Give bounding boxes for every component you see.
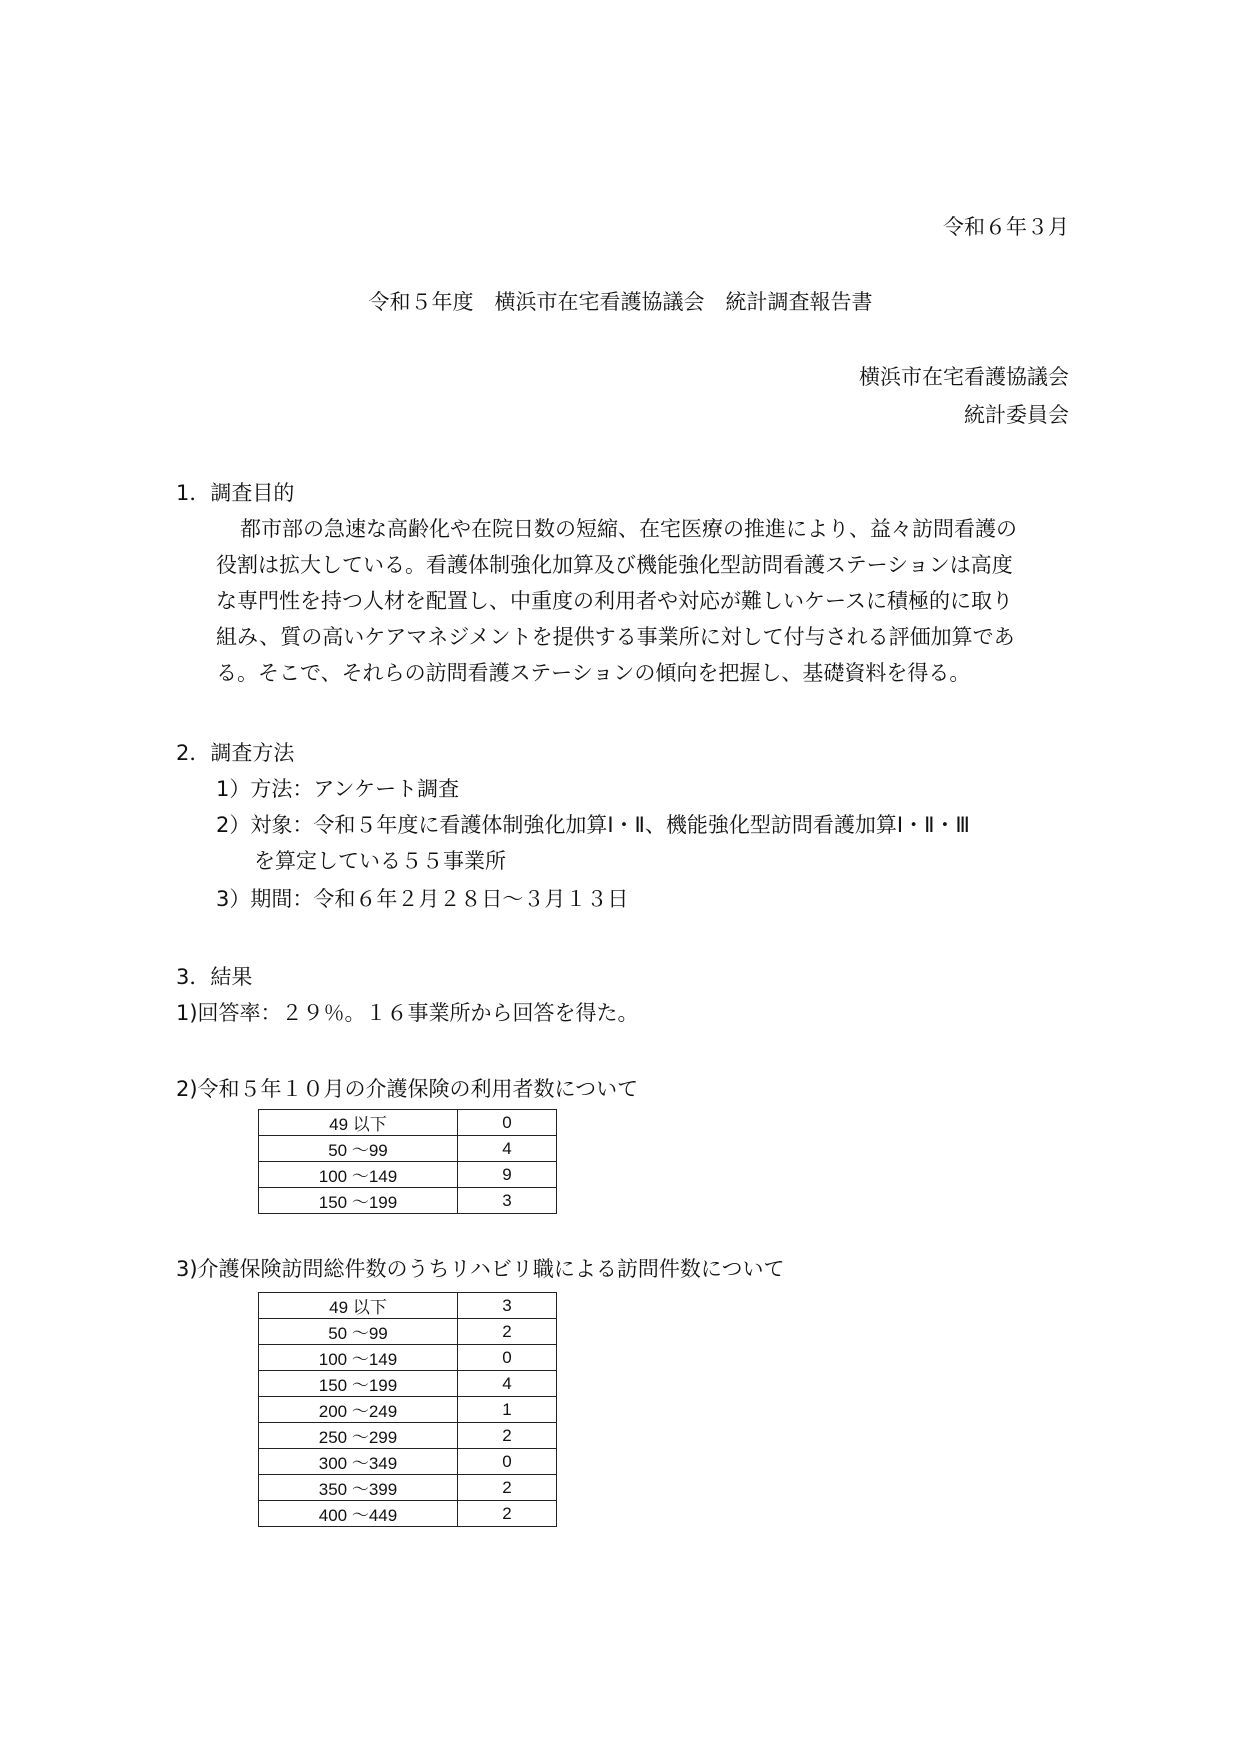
count-cell: 4 [458, 1371, 557, 1397]
table1-caption: 2)令和５年１０月の介護保険の利用者数について [176, 1077, 639, 1101]
range-cell: 150 ～199 [259, 1371, 458, 1397]
section1-line: る。そこで、それらの訪問看護ステーションの傾向を把握し、基礎資料を得る。 [216, 661, 971, 685]
range-cell: 49 以下 [259, 1110, 458, 1136]
count-cell: 0 [458, 1449, 557, 1475]
method-item: 1）方法：アンケート調査 [216, 777, 460, 801]
count-cell: 4 [458, 1136, 557, 1162]
response-rate: 1)回答率：２９％。１６事業所から回答を得た。 [176, 1001, 639, 1025]
range-cell: 250 ～299 [259, 1423, 458, 1449]
count-cell: 0 [458, 1110, 557, 1136]
table-row [259, 1136, 557, 1162]
table-row [259, 1188, 557, 1214]
section2-heading: 2．調査方法 [176, 741, 295, 765]
table-row [259, 1110, 557, 1136]
rehab-visits-table [258, 1292, 557, 1527]
table-row [259, 1345, 557, 1371]
range-cell: 100 ～149 [259, 1162, 458, 1188]
report-title: 令和５年度 横浜市在宅看護協議会 統計調査報告書 [368, 290, 873, 314]
count-cell: 3 [458, 1188, 557, 1214]
count-cell: 2 [458, 1475, 557, 1501]
table-row [259, 1423, 557, 1449]
count-cell: 3 [458, 1293, 557, 1319]
target-item: 2）対象：令和５年度に看護体制強化加算Ⅰ・Ⅱ、機能強化型訪問看護加算Ⅰ・Ⅱ・Ⅲ [216, 813, 970, 837]
table-row [259, 1162, 557, 1188]
table-row [259, 1293, 557, 1319]
period-item: 3）期間：令和６年２月２８日～３月１３日 [216, 887, 629, 911]
section1-line: 役割は拡大している。看護体制強化加算及び機能強化型訪問看護ステーションは高度 [216, 553, 1013, 577]
count-cell: 2 [458, 1501, 557, 1527]
table-row [259, 1475, 557, 1501]
count-cell: 2 [458, 1319, 557, 1345]
table-row [259, 1501, 557, 1527]
committee-name: 統計委員会 [964, 403, 1069, 427]
section1-line: 組み、質の高いケアマネジメントを提供する事業所に対して付与される評価加算であ [216, 625, 1015, 649]
section1-line: 都市部の急速な高齢化や在院日数の短縮、在宅医療の推進により、益々訪問看護の [240, 517, 1017, 541]
section1-heading: 1．調査目的 [176, 481, 295, 505]
count-cell: 1 [458, 1397, 557, 1423]
range-cell: 49 以下 [259, 1293, 458, 1319]
range-cell: 50 ～99 [259, 1136, 458, 1162]
table-row [259, 1319, 557, 1345]
count-cell: 0 [458, 1345, 557, 1371]
count-cell: 9 [458, 1162, 557, 1188]
table-row [259, 1397, 557, 1423]
target-item-continued: を算定している５５事業所 [254, 849, 506, 873]
range-cell: 350 ～399 [259, 1475, 458, 1501]
table-row [259, 1449, 557, 1475]
section1-line: な専門性を持つ人材を配置し、中重度の利用者や対応が難しいケースに積極的に取り [216, 589, 1013, 613]
range-cell: 50 ～99 [259, 1319, 458, 1345]
range-cell: 400 ～449 [259, 1501, 458, 1527]
organization-name: 横浜市在宅看護協議会 [859, 365, 1069, 389]
table2-caption: 3)介護保険訪問総件数のうちリハビリ職による訪問件数について [176, 1257, 785, 1281]
range-cell: 150 ～199 [259, 1188, 458, 1214]
section3-heading: 3．結果 [176, 965, 253, 989]
count-cell: 2 [458, 1423, 557, 1449]
report-date: 令和６年３月 [943, 215, 1069, 239]
table-row [259, 1371, 557, 1397]
range-cell: 100 ～149 [259, 1345, 458, 1371]
users-count-table [258, 1109, 557, 1214]
range-cell: 200 ～249 [259, 1397, 458, 1423]
range-cell: 300 ～349 [259, 1449, 458, 1475]
